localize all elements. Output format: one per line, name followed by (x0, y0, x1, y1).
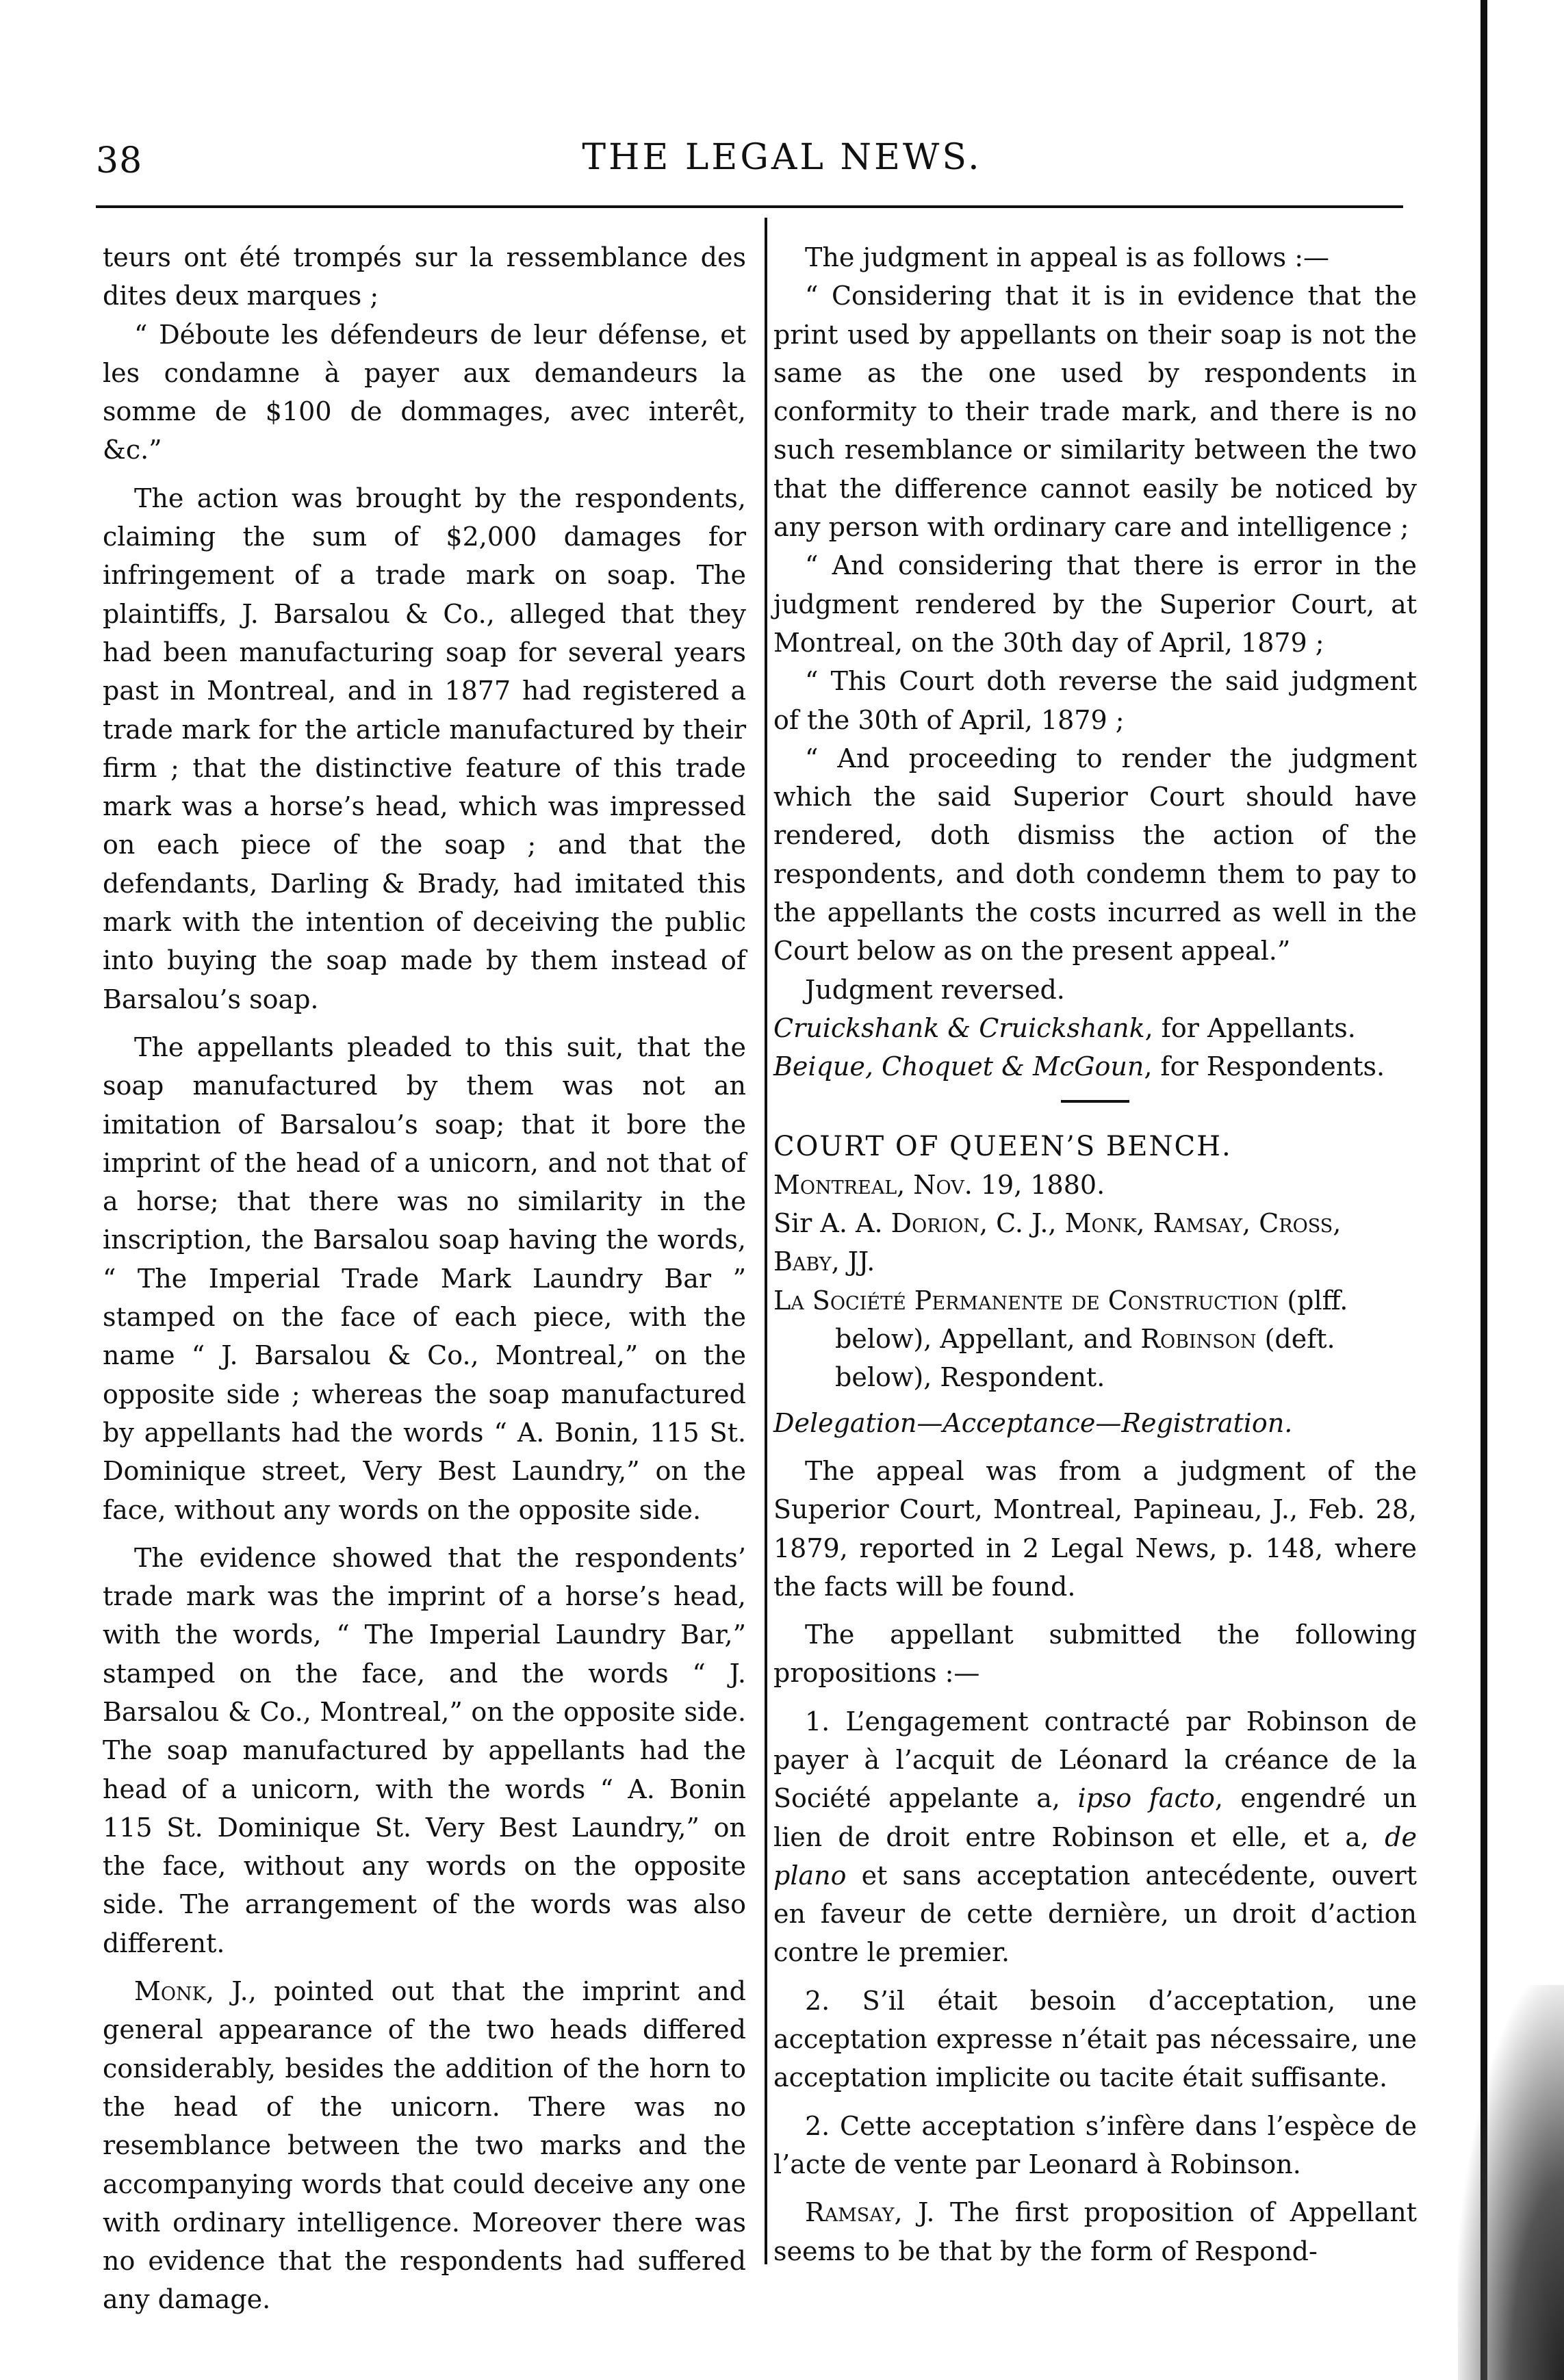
judgment-result: Judgment reversed. (805, 974, 1065, 1005)
paragraph: “ This Court doth reverse the said judgment of the 30th of April, 1879 ; (773, 666, 1417, 735)
counsel-respondents (773, 1047, 1417, 1086)
paragraph: “ Considering that it is in evidence that the print used by appellants on their soap is not the same as the one used by respondents in conformity to their trade mark, and there is no such resemblance or similarity between the two that the difference cannot easily be noticed by any person with ordinary care and intelligence ; (773, 281, 1417, 543)
paragraph: “ And proceeding to render the judgment which the said Superior Court should have rendered, doth dismiss the action of the respondents, and doth condemn them to pay to the appellants the costs incurred as well in the Court below as on the present appeal.” (773, 743, 1417, 967)
column-divider (765, 218, 767, 2264)
prop-italic: de plano (773, 1821, 1417, 1891)
right-column (773, 238, 1417, 2270)
proposition-2: 2. S’il était besoin d’acceptation, une acceptation expresse n’était pas nécessaire, une acceptation implicite ou tacite était suffisante. (773, 1985, 1417, 2093)
judge-last: Baby (773, 1246, 832, 1277)
prop-text: et sans acceptation antecédente, ouvert en faveur de cette dernière, un droit d’action contre le premier. (773, 1860, 1417, 1968)
parties-line (773, 1281, 1417, 1397)
paragraph-text: , J., pointed out that the imprint and general appearance of the two heads differed considerably, besides the addition of the horn to the head of the unicorn. There was no resemblance between the two marks and the accompanying words that could deceive any one with ordinary intelligence. Moreover there was no evidence that the respondents had suffered any damage. (103, 1976, 746, 2315)
party-role: (plff. below), Appellant, and (835, 1285, 1348, 1355)
party-respondent: Robinson (1140, 1324, 1257, 1355)
proposition-3: 2. Cette acceptation s’infère dans l’espèce de l’acte de vente par Leonard à Robinson. (773, 2110, 1417, 2179)
counsel-name: Cruickshank & Cruickshank (773, 1012, 1145, 1043)
running-head-title: THE LEGAL NEWS. (582, 137, 982, 178)
paragraph: “ Déboute les défendeurs de leur défense, et les condamne à payer aux demandeurs la somme de $100 de dommages, avec interêt, &c.” (103, 319, 746, 465)
judgment-intro: The judgment in appeal is as follows :— (805, 242, 1330, 272)
paragraph: The action was brought by the respondents, claiming the sum of $2,000 damages for infringement of a trade mark on soap. The plaintiffs, J. Barsalou & Co., alleged that they had been manufacturing soap for several years past in Montreal, and in 1877 had registered a trade mark for the article manufactured by their firm ; that the distinctive feature of this trade mark was a horse’s head, which was impressed on each piece of the soap ; and that the defendants, Darling & Brady, had imitated this mark with the intention of deceiving the public into buying the soap made by them instead of Barsalou’s soap. (103, 483, 746, 1014)
judge-name: Ramsay (805, 2197, 895, 2228)
prop-text: 1. L’engagement contracté par Robinson de payer à l’acquit de Léonard la créance de la Société appelante a, (773, 1706, 1417, 1814)
judges-prefix: Sir A. A. (773, 1208, 891, 1239)
counsel-name: Beique, Choquet & McGoun (773, 1051, 1144, 1082)
counsel-appellants (773, 1009, 1417, 1047)
case-subject: Delegation—Acceptance—Registration. (773, 1407, 1293, 1438)
prop-italic: ipso facto (1077, 1783, 1215, 1814)
counsel-block (773, 1009, 1417, 1086)
judge-name: Monk (134, 1976, 206, 2007)
judges-others: Monk, Ramsay, Cross, (1064, 1208, 1342, 1239)
paragraph: The appellants pleaded to this suit, that the soap manufactured by them was not an imitation of Barsalou’s soap; that it bore the imprint of the head of a unicorn, and not that of a horse; that there was no similarity in the inscription, the Barsalou soap having the words, “ The Imperial Trade Mark Laundry Bar ” stamped on the face of each piece, with the name “ J. Barsalou & Co., Montreal,” on the opposite side ; whereas the soap manufactured by appellants had the words “ A. Bonin, 115 St. Dominique street, Very Best Laundry,” on the face, without any words on the opposite side. (103, 1032, 746, 1525)
header-rule (96, 205, 1403, 208)
party-role: (deft. below), Respondent. (835, 1324, 1335, 1393)
paragraph: teurs ont été trompés sur la ressemblance des dites deux marques ; (103, 242, 746, 311)
paragraph: The evidence showed that the respondents’ trade mark was the imprint of a horse’s head, with the words, “ The Imperial Laundry Bar,” stamped on the face, and the words “ J. Barsalou & Co., Montreal,” on the opposite side. The soap manufactured by appellants had the head of a unicorn, with the words “ A. Bonin 115 St. Dominique St. Very Best Laundry,” on the face, without any words on the opposite side. The arrangement of the words was also different. (103, 1542, 746, 1958)
court-title: COURT OF QUEEN’S BENCH. (773, 1130, 1232, 1162)
prop-text: , engendré un lien de droit entre Robinson et elle, et a, (773, 1783, 1417, 1852)
counsel-role: , for Respondents. (1144, 1051, 1385, 1082)
paragraph-text: , J. The first proposition of Appellant seems to be that by the form of Respond- (773, 2197, 1417, 2266)
paragraph: The appellant submitted the following propositions :— (773, 1620, 1417, 1689)
paragraph: The appeal was from a judgment of the Superior Court, Montreal, Papineau, J., Feb. 28, 1879, reported in 2 Legal News, p. 148, where the facts will be found. (773, 1455, 1417, 1602)
paragraph: “ And considering that there is error in the judgment rendered by the Superior Court, at Montreal, on the 30th day of April, 1879 ; (773, 550, 1417, 658)
section-rule (1061, 1100, 1129, 1103)
proposition-1 (773, 1702, 1417, 1972)
binding-shadow (1458, 1985, 1564, 2380)
party-appellant: La Société Permanente de Construction (773, 1285, 1279, 1316)
judges-mid: , C. J., (979, 1208, 1065, 1239)
judge-chief: Dorion (890, 1208, 979, 1239)
judges-line (773, 1204, 1417, 1281)
left-column (103, 238, 746, 2319)
date-line: Montreal, Nov. 19, 1880. (773, 1169, 1105, 1200)
page-number: 38 (96, 140, 143, 181)
counsel-role: , for Appellants. (1144, 1012, 1356, 1043)
paragraph-monk (103, 1972, 746, 2319)
judges-suffix: , JJ. (831, 1246, 875, 1277)
paragraph-ramsay (773, 2193, 1417, 2270)
